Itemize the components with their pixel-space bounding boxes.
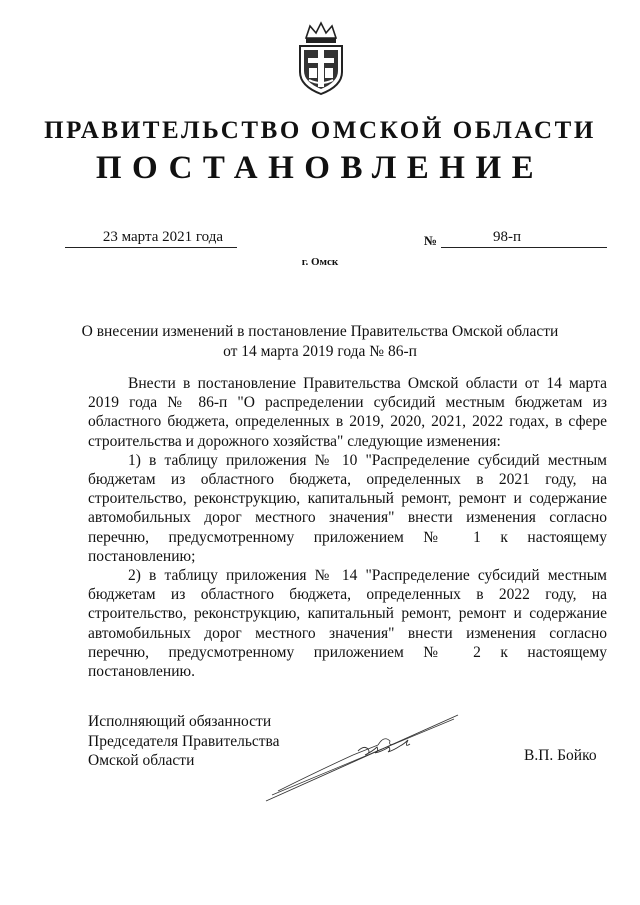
handwritten-signature	[258, 705, 468, 805]
item-paragraph-2: 2) в таблицу приложения № 14 "Распределение субсидий местным бюджетам из областного бюджета, определенных в 2022 году, на строительство, реконструкцию, капитальный ремонт, ремонт и содержание автомобильных дорог местного значения" внести изменения согласно перечню, предусмотренному приложением № 2 к настоящему постановлению.	[88, 567, 607, 681]
subject-line-2: от 14 марта 2019 года № 86-п	[223, 343, 417, 360]
position-line-2: Председателя Правительства	[88, 732, 280, 750]
document-body	[88, 374, 607, 681]
document-number: 98-п	[493, 229, 522, 245]
intro-paragraph: Внести в постановление Правительства Омской области от 14 марта 2019 года № 86-п "О распределении субсидий местным бюджетам из областного бюджета, определенных в 2019, 2020, 2021, 2022 годах, в сфере строительства и дорожного хозяйства" следующие изменения:	[88, 375, 607, 450]
number-field	[441, 229, 607, 248]
position-line-3: Омской области	[88, 752, 195, 769]
signatory-name: В.П. Бойко	[524, 747, 597, 764]
city-label: г. Омск	[301, 256, 339, 268]
document-type-title: ПОСТАНОВЛЕНИЕ	[95, 150, 545, 186]
item-paragraph-1: 1) в таблицу приложения № 10 "Распределение субсидий местным бюджетам из областного бюджета, определенных в 2021 году, на строительство, реконструкцию, капитальный ремонт, ремонт и содержание автомобильных дорог местного значения" внести изменения согласно перечню, предусмотренному приложением № 1 к настоящему постановлению;	[88, 451, 607, 565]
document-subject	[80, 322, 560, 362]
date-field	[65, 229, 237, 248]
organization-title: ПРАВИТЕЛЬСТВО ОМСКОЙ ОБЛАСТИ	[44, 117, 596, 144]
coat-of-arms-icon	[296, 20, 346, 96]
document-date: 23 марта 2021 года	[102, 229, 223, 245]
number-sign: №	[424, 233, 438, 248]
subject-line-1: О внесении изменений в постановление Правительства Омской области	[81, 323, 559, 340]
position-line-1: Исполняющий обязанности	[88, 713, 272, 730]
signatory-position	[88, 712, 280, 771]
